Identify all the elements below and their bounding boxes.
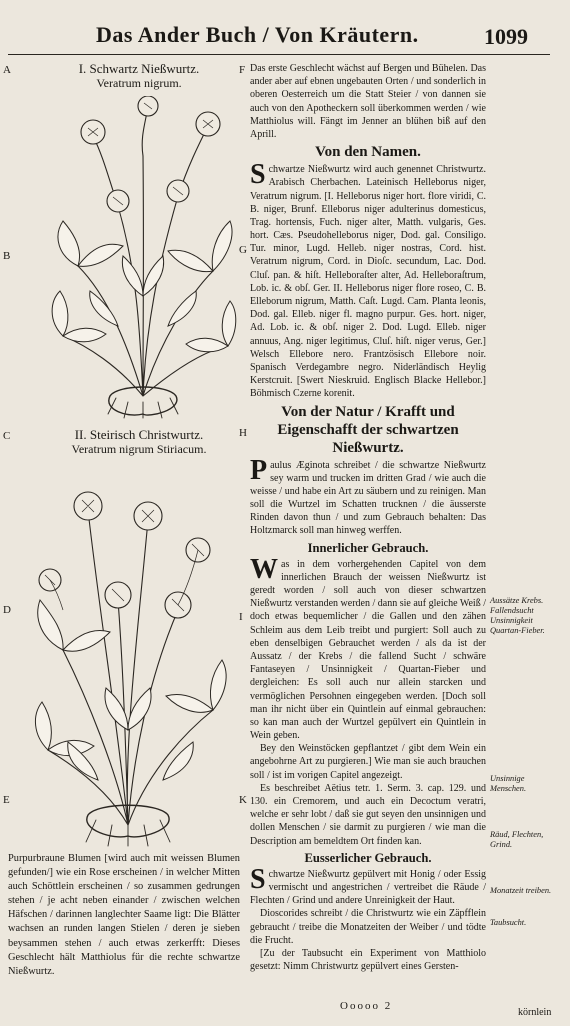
left-column-text: Purpurbraune Blumen [wird auch mit weissen Blumen gefunden/] wie ein Rose erscheinen / in welcher Mitten auch Schöttlein erscheinen / so zusammen gedrungen stehen / je acht neben einander / zwischen welchen Häfschen / darinnen langlechter Saame ligt: Die Blätter wachsen an runden langen Stielen / deren je sieben beysammen stehen / auch etwas zerkerfft: Dieses Geschlecht hält Matthiolus für die rechte schwartze Nießwurtz. <box>8 853 240 977</box>
margin-letter-h: H <box>239 427 247 439</box>
drop-cap: P <box>250 454 268 486</box>
side-note-1: Aussätze Krebs. Fallendsucht Unsinnigkeit Quartan-Fieber. <box>490 596 545 635</box>
catchword: körnlein <box>518 1007 552 1018</box>
section-heading-external: Eusserlicher Gebrauch. <box>304 850 432 865</box>
names-text: chwartze Nießwurtz wird auch genennet Christwurtz. Arabisch Cherbachen. Lateinisch Helleborus niger, Veratrum nigrum. [I. Helleborus niger hort. flore viridi, C. B. niger, Brunf. Elleborus niger adulterinus domesticus, Trag. hortensis, Fuch. niger alter, Matth. vulgaris, Ges. hort. Cæs. Pseudohelleborus niger, Dod. gal. Consiligo. Tur. minor, Lugd. Helleb. niger nostras, Cord. hist. Veratrum nigrum, Cord. in Dioſc. secundum, Lac. Dod. Cluſ. pan. & hiſt. Helleboraſter alter, Ad. Helleboraſtrum, Lob. ic. & obſ. Ger. II. Helleborus niger flore roseo, C. B. Elleborum nigrum, Matth. Caſt. Lugd. Cam. Planta leonis, Dod. gal. Elleb. niger fl. magno purpur. Ges. hort. niger, Ad. Lob. ic. & obſ. niger 2. Dod. Lugd. Elleb. niger annuus, Ang. niger legitimus, Cluſ. hiſt. niger verus, Ger.] Welsch Ellebore nero. Frantzösisch Ellebore noir. Spanisch Verdegambre negro. Niderländisch Heylig Kerstcruit. [Swert Nieskruid. Englisch Blacke Hellebor.] Böhmisch Czerne korenit. <box>250 164 486 400</box>
margin-letter-k: K <box>239 794 247 806</box>
header-rule <box>8 54 550 55</box>
intro-paragraph: Das erste Geschlecht wächst auf Bergen und Bühelen. Das ander aber auf ebnen ungebauten Orten / und sonderlich in oberen Oesterreich um die Statt Steier / von dannen sie auch von den Apotheckern soll überkommen werden / wie Matthiolus will. Fängt im Jenner an blühen biß auf den Aprill. <box>250 63 486 140</box>
external-paragraph-3: [Zu der Taubsucht ein Experiment von Matthiolo gesetzt: Nimm Christwurtz gepülvert eines Gersten- <box>250 947 486 973</box>
side-note-5: Taubsucht. <box>490 918 527 927</box>
margin-letter-i: I <box>239 611 243 623</box>
external-paragraph <box>250 863 486 908</box>
page-number: 1099 <box>484 24 528 49</box>
drop-cap: W <box>250 553 278 585</box>
side-note-3: Räud, Flechten, Grind. <box>490 830 544 849</box>
margin-letter-f: F <box>239 64 246 76</box>
margin-letter-a: A <box>3 64 11 76</box>
margin-letter-g: G <box>239 244 247 256</box>
internal-paragraph-2: Bey den Weinstöcken gepflantzet / gibt dem Wein ein angebohrne Art zu purgieren.] Wie man sie auch brauchen soll / ist im vorigen Capitel angezeigt. <box>250 743 486 781</box>
figure-2-latin: Veratrum nigrum Stiriacum. <box>71 442 207 456</box>
hellebore-woodcut-2 <box>28 480 233 850</box>
internal-paragraph <box>250 553 486 743</box>
nature-text: aulus Æginota schreibet / die schwartze Nießwurtz sey warm und trucken im dritten Grad / wie auch die weisse / und habe ein Art zu säubern und zu reinigen. Man soll die Wurtzel im Schatten trucknen / die äusserste Rinden davon thun / und zum Gebrauch behalten: Das Holtzmarck soll man hinweg werffen. <box>250 459 486 537</box>
names-paragraph <box>250 159 486 400</box>
right-column <box>250 62 486 973</box>
side-note-2: Unsinnige Menschen. <box>490 774 527 793</box>
external-text: chwartze Nießwurtz gepülvert mit Honig / oder Essig vermischt und angestrichen / vertreibet die Räude / Flechten / Grind und andere Unreinigkeit der Haut. <box>250 868 486 907</box>
hellebore-woodcut-1 <box>48 96 238 421</box>
margin-letter-b: B <box>3 250 11 262</box>
drop-cap: S <box>250 863 266 895</box>
figure-2-caption <box>44 428 234 456</box>
figure-1-latin: Veratrum nigrum. <box>96 76 182 90</box>
section-heading-names: Von den Namen. <box>315 144 421 161</box>
margin-letter-e: E <box>3 794 10 806</box>
external-paragraph-2: Dioscorides schreibt / die Christwurtz wie ein Zäpfflein gebraucht / treibe die Monatzeiten der Weiber / und tödte die Frucht. <box>250 908 486 946</box>
margin-letter-c: C <box>3 430 11 442</box>
figure-1-caption <box>44 62 234 90</box>
internal-paragraph-3: Es beschreibet Aëtius tetr. 1. Serm. 3. cap. 129. und 130. ein Cremorem, und auch ein Decoctum veratri, welche er sehr lobt / daß sie gut seyen den unsinnigen und dollen Menschen / sie darmit zu purgieren / wie man die Description am bemeldtem Ort finden kan. <box>250 782 486 847</box>
running-head: Das Ander Buch / Von Kräutern. <box>96 22 419 47</box>
figure-1-title: I. Schwartz Nießwurtz. <box>78 61 200 76</box>
side-note-4: Monatzeit treiben. <box>490 886 552 895</box>
margin-letter-d: D <box>3 604 11 616</box>
internal-text: as in dem vorhergehenden Capitel von dem innerlichen Brauch der weissen Nießwurtz ist geredt worden / soll auch von dieser schwartzen Nießwurtz verstanden werden / dann sie auf gleiche Weiß / doch etwas bequemlicher / die Gallen und den zähen Schleim aus dem Leib treibt und purgiert: Soll auch zu eben denselbigen Gebrauchet werden / als da ist der Aussatz / der Krebs / die fallend Sucht / schwäre Fantaseyen / Unsinnigkeit / Quartan-Fieber und dergleichen: Es soll auch nur allein starcken und vermöglichen Persohnen eingegeben werden. [Doch soll man ihr nicht über ein Quintlein auf einmal gebrauchen: so kan man auch der Wurtzel gepülvert ein Quintlein in Wein geben. <box>250 558 486 742</box>
section-heading-internal: Innerlicher Gebrauch. <box>307 540 429 555</box>
section-heading-nature: Von der Natur / Krafft und Eigenschafft der schwartzen Nießwurtz. <box>277 403 459 456</box>
nature-paragraph <box>250 454 486 538</box>
figure-2-title: II. Steirisch Christwurtz. <box>74 427 204 442</box>
signature-mark: Ooooo 2 <box>340 1000 393 1012</box>
drop-cap: S <box>250 159 266 191</box>
